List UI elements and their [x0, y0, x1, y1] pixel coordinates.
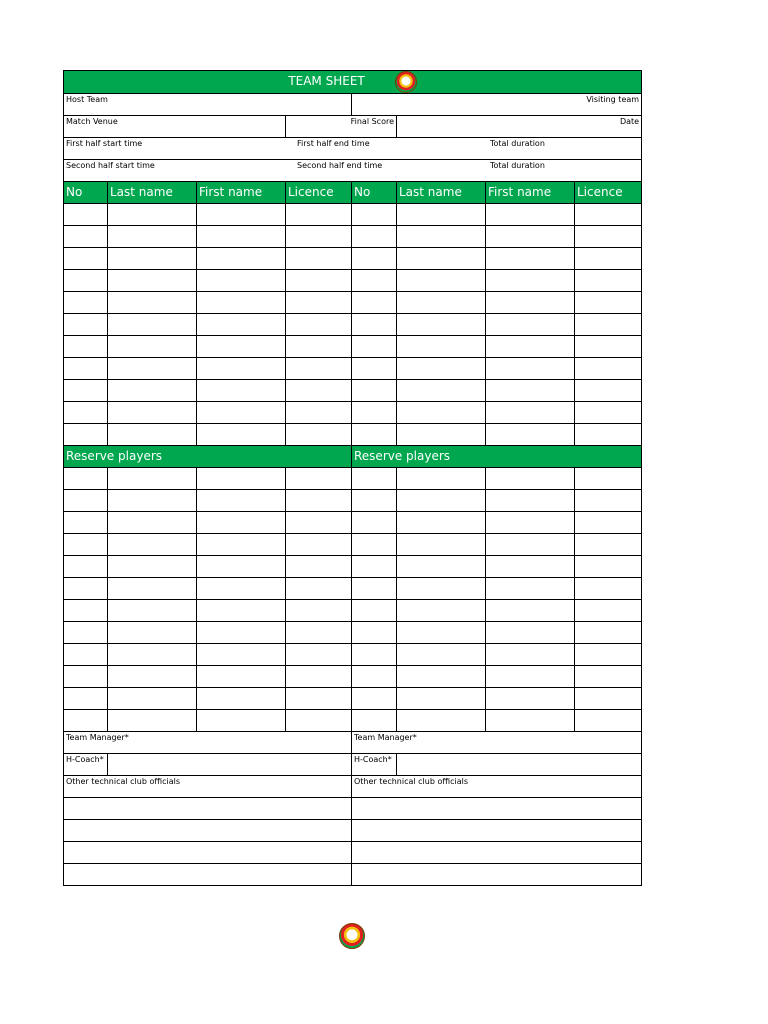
starting-player-row	[64, 336, 642, 358]
player-cell[interactable]	[286, 600, 352, 622]
reserve-player-row	[64, 490, 642, 512]
player-cell[interactable]	[64, 710, 108, 732]
other-officials-row	[64, 776, 642, 798]
reserve-player-row	[64, 622, 642, 644]
player-cell[interactable]	[197, 556, 286, 578]
player-cell[interactable]	[286, 358, 352, 380]
player-cell[interactable]	[486, 534, 575, 556]
player-cell[interactable]	[286, 380, 352, 402]
player-cell[interactable]	[64, 204, 108, 226]
player-cell[interactable]	[575, 666, 642, 688]
player-cell[interactable]	[64, 666, 108, 688]
player-cell[interactable]	[352, 424, 397, 446]
starting-player-row	[64, 292, 642, 314]
second-half-row[interactable]	[64, 160, 642, 182]
final-score-label: Final Score	[350, 117, 394, 126]
player-cell[interactable]	[197, 644, 286, 666]
date-field[interactable]	[397, 116, 642, 138]
player-cell[interactable]	[352, 248, 397, 270]
player-cell[interactable]	[64, 578, 108, 600]
player-cell[interactable]	[108, 336, 197, 358]
player-cell[interactable]	[575, 556, 642, 578]
player-cell[interactable]	[486, 710, 575, 732]
player-cell[interactable]	[64, 248, 108, 270]
player-cell[interactable]	[286, 666, 352, 688]
team-sheet-table	[63, 70, 642, 886]
col-first-name-left: First name	[197, 182, 286, 204]
player-cell[interactable]	[197, 666, 286, 688]
player-cell[interactable]	[64, 424, 108, 446]
player-cell[interactable]	[197, 600, 286, 622]
player-cell[interactable]	[64, 292, 108, 314]
player-cell[interactable]	[575, 358, 642, 380]
player-cell[interactable]	[486, 292, 575, 314]
player-cell[interactable]	[575, 314, 642, 336]
final-score-field[interactable]	[286, 116, 397, 138]
player-cell[interactable]	[486, 600, 575, 622]
player-cell[interactable]	[286, 402, 352, 424]
player-cell[interactable]	[352, 336, 397, 358]
player-cell[interactable]	[397, 336, 486, 358]
player-cell[interactable]	[108, 622, 197, 644]
player-cell[interactable]	[397, 622, 486, 644]
reserve-player-row	[64, 512, 642, 534]
kenya-football-crest-icon	[395, 71, 417, 93]
col-no-left: No	[64, 182, 108, 204]
player-cell[interactable]	[108, 600, 197, 622]
player-cell[interactable]	[397, 688, 486, 710]
player-cell[interactable]	[286, 314, 352, 336]
reserve-player-row	[64, 534, 642, 556]
player-cell[interactable]	[108, 688, 197, 710]
player-cell[interactable]	[64, 600, 108, 622]
col-licence-left: Licence	[286, 182, 352, 204]
player-cell[interactable]	[286, 512, 352, 534]
visiting-team-field[interactable]	[352, 94, 642, 116]
starting-player-row	[64, 204, 642, 226]
player-cell[interactable]	[286, 270, 352, 292]
player-cell[interactable]	[286, 688, 352, 710]
reserve-player-row	[64, 556, 642, 578]
player-cell[interactable]	[197, 314, 286, 336]
total-duration-2-label: Total duration	[490, 161, 545, 170]
col-last-name-left: Last name	[108, 182, 197, 204]
player-cell[interactable]	[108, 248, 197, 270]
player-cell[interactable]	[64, 336, 108, 358]
player-cell[interactable]	[197, 358, 286, 380]
player-cell[interactable]	[575, 380, 642, 402]
total-duration-1-label: Total duration	[490, 139, 545, 148]
reserve-player-row	[64, 644, 642, 666]
player-cell[interactable]	[64, 688, 108, 710]
player-cell[interactable]	[197, 424, 286, 446]
player-cell[interactable]	[397, 424, 486, 446]
player-cell[interactable]	[352, 380, 397, 402]
player-cell[interactable]	[397, 358, 486, 380]
player-cell[interactable]	[108, 556, 197, 578]
player-cell[interactable]	[397, 534, 486, 556]
player-cell[interactable]	[352, 666, 397, 688]
h-coach-field-right[interactable]	[397, 754, 642, 776]
player-cell[interactable]	[352, 600, 397, 622]
player-cell[interactable]	[64, 314, 108, 336]
match-venue-label: Match Venue	[66, 117, 118, 126]
player-cell[interactable]	[486, 666, 575, 688]
player-cell[interactable]	[575, 270, 642, 292]
player-cell[interactable]	[575, 600, 642, 622]
player-cell[interactable]	[197, 204, 286, 226]
player-cell[interactable]	[575, 622, 642, 644]
player-cell[interactable]	[64, 468, 108, 490]
sheet-title-bar	[64, 71, 642, 94]
player-cell[interactable]	[286, 556, 352, 578]
player-cell[interactable]	[197, 468, 286, 490]
h-coach-label-cell-left	[64, 754, 108, 776]
player-cell[interactable]	[108, 226, 197, 248]
reserve-player-row	[64, 468, 642, 490]
second-half-start-label: Second half start time	[66, 161, 155, 170]
player-cell[interactable]	[352, 226, 397, 248]
player-cell[interactable]	[486, 270, 575, 292]
player-cell[interactable]	[397, 512, 486, 534]
player-cell[interactable]	[108, 578, 197, 600]
player-cell[interactable]	[197, 710, 286, 732]
player-cell[interactable]	[64, 534, 108, 556]
player-cell[interactable]	[575, 578, 642, 600]
host-team-label: Host Team	[66, 95, 108, 104]
player-cell[interactable]	[486, 578, 575, 600]
col-first-name-right: First name	[486, 182, 575, 204]
player-cell[interactable]	[397, 226, 486, 248]
player-cell[interactable]	[486, 468, 575, 490]
col-no-right: No	[352, 182, 397, 204]
player-cell[interactable]	[286, 578, 352, 600]
player-cell[interactable]	[397, 644, 486, 666]
player-cell[interactable]	[108, 270, 197, 292]
player-cell[interactable]	[108, 490, 197, 512]
player-cell[interactable]	[575, 688, 642, 710]
player-cell[interactable]	[108, 512, 197, 534]
player-cell[interactable]	[575, 292, 642, 314]
player-cell[interactable]	[64, 556, 108, 578]
player-cell[interactable]	[197, 402, 286, 424]
player-cell[interactable]	[397, 270, 486, 292]
player-cell[interactable]	[397, 204, 486, 226]
player-cell[interactable]	[286, 204, 352, 226]
player-cell[interactable]	[286, 490, 352, 512]
player-cell[interactable]	[575, 534, 642, 556]
starting-player-row	[64, 270, 642, 292]
reserve-player-row	[64, 688, 642, 710]
player-cell[interactable]	[286, 534, 352, 556]
player-cell[interactable]	[575, 248, 642, 270]
player-cell[interactable]	[352, 314, 397, 336]
match-venue-field[interactable]	[64, 116, 286, 138]
player-cell[interactable]	[575, 710, 642, 732]
player-cell[interactable]	[397, 314, 486, 336]
first-half-end-label: First half end time	[297, 139, 370, 148]
player-cell[interactable]	[397, 556, 486, 578]
player-cell[interactable]	[64, 358, 108, 380]
kenya-football-crest-icon	[339, 923, 365, 949]
player-cell[interactable]	[486, 314, 575, 336]
player-cell[interactable]	[575, 226, 642, 248]
player-cell[interactable]	[286, 468, 352, 490]
reserve-player-row	[64, 666, 642, 688]
team-manager-label: Team Manager*	[66, 733, 129, 742]
reserve-player-row	[64, 710, 642, 732]
player-cell[interactable]	[352, 534, 397, 556]
player-cell[interactable]	[108, 358, 197, 380]
reserve-player-row	[64, 600, 642, 622]
player-cell[interactable]	[352, 710, 397, 732]
player-cell[interactable]	[397, 402, 486, 424]
player-cell[interactable]	[486, 556, 575, 578]
player-cell[interactable]	[108, 644, 197, 666]
official-field-left[interactable]	[64, 820, 352, 842]
player-cell[interactable]	[486, 248, 575, 270]
player-cell[interactable]	[197, 336, 286, 358]
player-cell[interactable]	[397, 710, 486, 732]
player-cell[interactable]	[197, 226, 286, 248]
player-cell[interactable]	[197, 578, 286, 600]
starting-player-row	[64, 358, 642, 380]
official-field-left[interactable]	[64, 842, 352, 864]
team-manager-field-right[interactable]	[352, 732, 642, 754]
player-cell[interactable]	[486, 226, 575, 248]
h-coach-row	[64, 754, 642, 776]
player-cell[interactable]	[108, 314, 197, 336]
player-cell[interactable]	[352, 578, 397, 600]
player-cell[interactable]	[486, 358, 575, 380]
player-cell[interactable]	[286, 644, 352, 666]
reserve-players-heading-left: Reserve players	[64, 446, 352, 468]
starting-player-row	[64, 248, 642, 270]
player-cell[interactable]	[352, 688, 397, 710]
player-cell[interactable]	[575, 490, 642, 512]
player-cell[interactable]	[197, 270, 286, 292]
player-cell[interactable]	[352, 270, 397, 292]
player-cell[interactable]	[575, 336, 642, 358]
team-manager-row	[64, 732, 642, 754]
player-cell[interactable]	[397, 490, 486, 512]
player-cell[interactable]	[197, 248, 286, 270]
player-cell[interactable]	[486, 688, 575, 710]
other-officials-label: Other technical club officials	[66, 777, 180, 786]
starting-player-row	[64, 314, 642, 336]
h-coach-field-left[interactable]	[108, 754, 352, 776]
player-cell[interactable]	[286, 710, 352, 732]
player-cell[interactable]	[352, 556, 397, 578]
other-officials-field-left[interactable]	[64, 776, 352, 798]
player-cell[interactable]	[352, 292, 397, 314]
player-cell[interactable]	[575, 204, 642, 226]
player-cell[interactable]	[108, 380, 197, 402]
h-coach-label-cell-right	[352, 754, 397, 776]
date-label: Date	[619, 117, 640, 126]
player-cell[interactable]	[486, 424, 575, 446]
player-cell[interactable]	[108, 468, 197, 490]
player-cell[interactable]	[486, 204, 575, 226]
other-officials-label: Other technical club officials	[354, 777, 468, 786]
player-cell[interactable]	[486, 336, 575, 358]
player-cell[interactable]	[352, 512, 397, 534]
player-cell[interactable]	[352, 622, 397, 644]
player-cell[interactable]	[397, 578, 486, 600]
player-cell[interactable]	[486, 622, 575, 644]
column-header-row	[64, 182, 642, 204]
reserve-players-heading-right: Reserve players	[352, 446, 642, 468]
player-cell[interactable]	[575, 512, 642, 534]
official-field-left[interactable]	[64, 798, 352, 820]
official-field-right[interactable]	[352, 798, 642, 820]
first-half-row[interactable]	[64, 138, 642, 160]
starting-player-row	[64, 402, 642, 424]
official-field-right[interactable]	[352, 842, 642, 864]
player-cell[interactable]	[64, 226, 108, 248]
player-cell[interactable]	[352, 358, 397, 380]
player-cell[interactable]	[397, 248, 486, 270]
player-cell[interactable]	[197, 380, 286, 402]
player-cell[interactable]	[575, 402, 642, 424]
visiting-team-label: Visiting team	[586, 95, 640, 104]
player-cell[interactable]	[486, 380, 575, 402]
player-cell[interactable]	[64, 402, 108, 424]
starting-player-row	[64, 424, 642, 446]
player-cell[interactable]	[197, 622, 286, 644]
player-cell[interactable]	[286, 336, 352, 358]
player-cell[interactable]	[352, 204, 397, 226]
player-cell[interactable]	[575, 468, 642, 490]
player-cell[interactable]	[486, 402, 575, 424]
player-cell[interactable]	[286, 226, 352, 248]
h-coach-label: H-Coach*	[66, 755, 104, 764]
player-cell[interactable]	[64, 622, 108, 644]
official-field-left[interactable]	[64, 864, 352, 886]
player-cell[interactable]	[575, 644, 642, 666]
player-cell[interactable]	[108, 402, 197, 424]
player-cell[interactable]	[108, 292, 197, 314]
other-officials-field-right[interactable]	[352, 776, 642, 798]
player-cell[interactable]	[108, 204, 197, 226]
player-cell[interactable]	[64, 512, 108, 534]
player-cell[interactable]	[575, 424, 642, 446]
player-cell[interactable]	[108, 534, 197, 556]
official-blank-row	[64, 820, 642, 842]
player-cell[interactable]	[286, 622, 352, 644]
player-cell[interactable]	[197, 292, 286, 314]
player-cell[interactable]	[486, 644, 575, 666]
player-cell[interactable]	[197, 688, 286, 710]
player-cell[interactable]	[64, 644, 108, 666]
sheet-title: TEAM SHEET	[288, 74, 365, 89]
player-cell[interactable]	[397, 380, 486, 402]
player-cell[interactable]	[352, 644, 397, 666]
player-cell[interactable]	[197, 512, 286, 534]
reserve-player-row	[64, 578, 642, 600]
player-cell[interactable]	[64, 490, 108, 512]
player-cell[interactable]	[64, 270, 108, 292]
player-cell[interactable]	[197, 490, 286, 512]
player-cell[interactable]	[397, 600, 486, 622]
col-last-name-right: Last name	[397, 182, 486, 204]
second-half-end-label: Second half end time	[297, 161, 383, 170]
official-field-right[interactable]	[352, 820, 642, 842]
player-cell[interactable]	[286, 248, 352, 270]
player-cell[interactable]	[352, 402, 397, 424]
player-cell[interactable]	[64, 380, 108, 402]
player-cell[interactable]	[397, 292, 486, 314]
player-cell[interactable]	[352, 468, 397, 490]
player-cell[interactable]	[197, 534, 286, 556]
official-blank-row	[64, 864, 642, 886]
player-cell[interactable]	[108, 424, 197, 446]
host-team-field[interactable]	[64, 94, 352, 116]
h-coach-label: H-Coach*	[354, 755, 392, 764]
player-cell[interactable]	[108, 710, 197, 732]
player-cell[interactable]	[397, 468, 486, 490]
reserve-header-row	[64, 446, 642, 468]
player-cell[interactable]	[286, 292, 352, 314]
starting-player-row	[64, 226, 642, 248]
official-field-right[interactable]	[352, 864, 642, 886]
player-cell[interactable]	[286, 424, 352, 446]
starting-player-row	[64, 380, 642, 402]
team-manager-field-left[interactable]	[64, 732, 352, 754]
team-manager-label: Team Manager*	[354, 733, 417, 742]
player-cell[interactable]	[486, 490, 575, 512]
footer-logo	[339, 923, 365, 949]
official-blank-row	[64, 842, 642, 864]
player-cell[interactable]	[486, 512, 575, 534]
col-licence-right: Licence	[575, 182, 642, 204]
first-half-start-label: First half start time	[66, 139, 143, 148]
player-cell[interactable]	[108, 666, 197, 688]
player-cell[interactable]	[352, 490, 397, 512]
official-blank-row	[64, 798, 642, 820]
player-cell[interactable]	[397, 666, 486, 688]
